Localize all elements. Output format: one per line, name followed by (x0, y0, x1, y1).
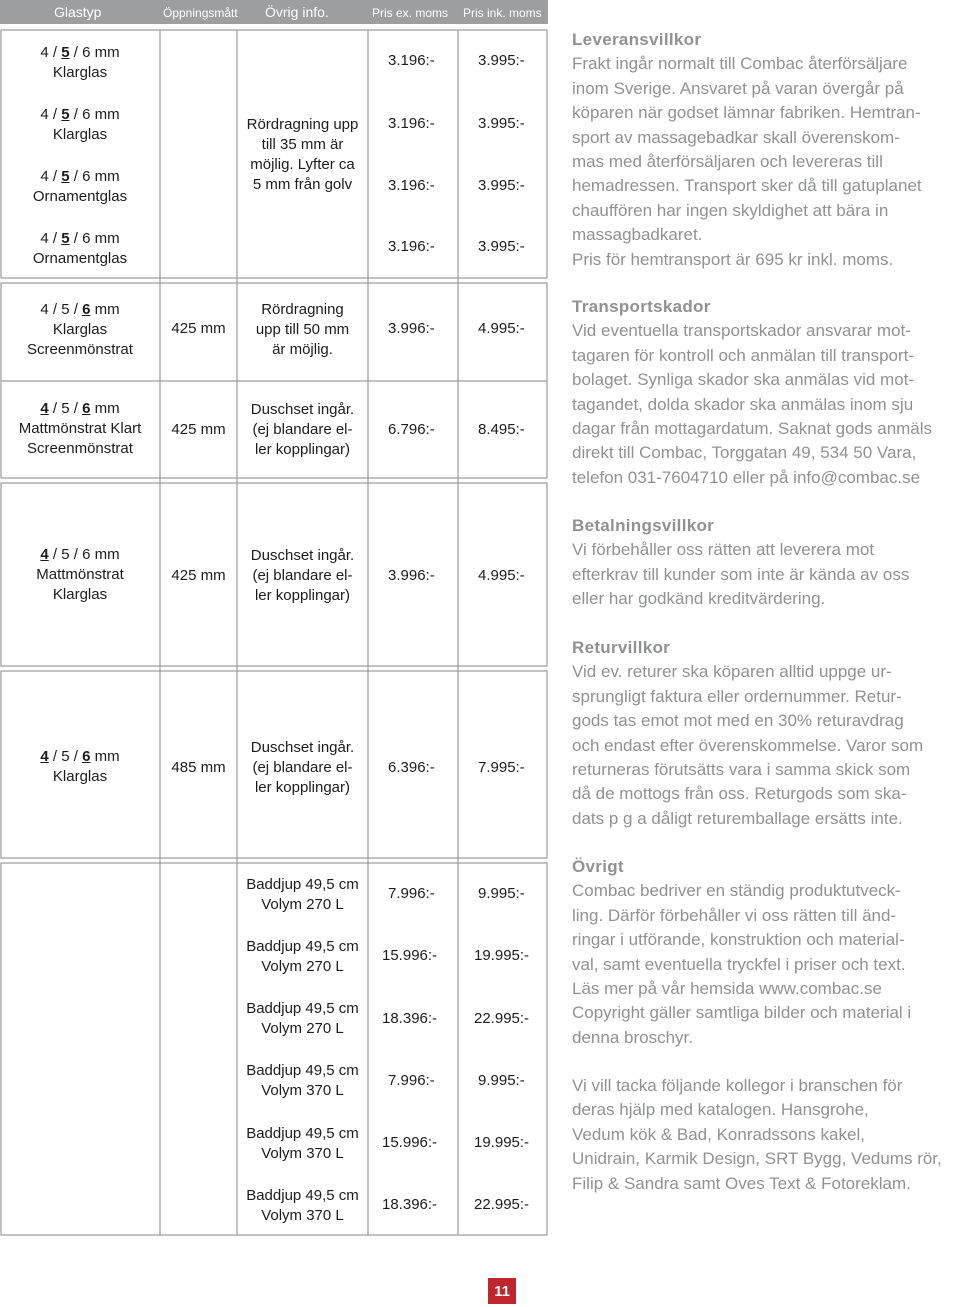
price-ink-7: 4.995:- (478, 567, 525, 584)
price-ink-5: 4.995:- (478, 320, 525, 337)
glastyp-cell-2: 4 / 5 / 6 mm Klarglas (40, 106, 120, 143)
section-transportskador: Transportskador Vid eventuella transportskador ansvarar mot- tagaren för kontroll och anmälan till transport- bolaget. Synliga skador ska anmälas vid mot- tagandet, dolda skador ska anmälas inom sju dagar från mottagardatum. Saknat gods anmäls direkt till Combac, Torggatan 49, 534 50 Vara, telefon 031-7604710 eller på info@combac.se (572, 295, 960, 490)
header-pris-ex: Pris ex. moms (372, 6, 449, 20)
bad-price-ink-5: 19.995:- (474, 1134, 530, 1151)
page-number: 11 (488, 1278, 516, 1304)
bad-price-ink-1: 9.995:- (478, 885, 525, 902)
price-ex-5: 3.996:- (388, 320, 435, 337)
section-ovrigt: Övrigt Combac bedriver en ständig produktutveck- ling. Därför förbehåller vi oss rätten till änd- ringar i utförande, konstruktion och material- val, samt eventuella tryckfel i priser och text. Läs mer på vår hemsida www.combac.se Copyright gäller samtliga bilder och material i denna broschyr. (572, 855, 960, 1050)
ovrigt-title: Övrigt (572, 857, 624, 876)
betalning-title: Betalningsvillkor (572, 516, 715, 535)
bad-price-ex-6: 18.396:- (382, 1196, 438, 1213)
bad-price-ink-2: 19.995:- (474, 947, 530, 964)
price-ex-1: 3.196:- (388, 52, 435, 69)
bad-price-ink-3: 22.995:- (474, 1010, 530, 1027)
transport-title: Transportskador (572, 297, 711, 316)
bad-price-ex-1: 7.996:- (388, 885, 435, 902)
matt-cell-8: 485 mm (171, 759, 226, 776)
header-ovrig-info: Övrig info. (265, 4, 329, 20)
glastyp-cell-7: 4 / 5 / 6 mm Mattmönstrat Klarglas (36, 546, 124, 603)
header-pris-ink: Pris ink. moms (463, 6, 542, 20)
info-duschset-2: Duschset ingår. (ej blandare el- ler kopplingar) (250, 547, 355, 604)
price-ex-3: 3.196:- (388, 177, 435, 194)
glastyp-cell-1: 4 / 5 / 6 mm Klarglas (40, 44, 120, 81)
bad-price-ink-6: 22.995:- (474, 1196, 530, 1213)
bad-info-5: Baddjup 49,5 cm Volym 370 L (246, 1125, 359, 1162)
bad-price-ex-5: 15.996:- (382, 1134, 438, 1151)
glastyp-cell-3: 4 / 5 / 6 mm Ornamentglas (32, 168, 128, 205)
price-ink-1: 3.995:- (478, 52, 525, 69)
retur-title: Returvillkor (572, 638, 671, 657)
glastyp-cell-6: 4 / 5 / 6 mm Mattmönstrat Klart Screenmönstrat (18, 400, 142, 457)
section-betalningsvillkor: Betalningsvillkor Vi förbehåller oss rätten att leverera mot efterkrav till kunder som inte är kända av oss eller har godkänd kreditvärdering. (572, 514, 960, 612)
price-ink-4: 3.995:- (478, 238, 525, 255)
matt-cell-6: 425 mm (171, 421, 226, 438)
matt-cell-7: 425 mm (171, 567, 226, 584)
bad-price-ex-2: 15.996:- (382, 947, 438, 964)
price-ink-6: 8.495:- (478, 421, 525, 438)
price-ex-6: 6.796:- (388, 421, 435, 438)
info-duschset-3: Duschset ingår. (ej blandare el- ler kopplingar) (250, 739, 355, 796)
bad-info-2: Baddjup 49,5 cm Volym 270 L (246, 938, 359, 975)
section-returvillkor: Returvillkor Vid ev. returer ska köparen alltid uppge ur- sprungligt faktura eller ordernummer. Retur- gods tas emot mot med en 30% returavdrag och endast efter överenskommelse. Varor som returneras förutsätts vara i samma skick som då de mottogs från oss. Returgods som ska- dats p g a dåligt returemballage ersätts inte. (572, 636, 960, 831)
info-rordragning-50: Rördragning upp till 50 mm är möjlig. (255, 301, 350, 358)
price-ink-2: 3.995:- (478, 115, 525, 132)
section-tack: Vi vill tacka följande kollegor i branschen för deras hjälp med katalogen. Hansgrohe, Vedum kök & Bad, Konradssons kakel, Unidrain, Karmik Design, SRT Bygg, Vedums rör, Filip & Sandra samt Oves Text & Fotoreklam. (572, 1076, 942, 1193)
matt-cell-5: 425 mm (171, 320, 226, 337)
price-ex-2: 3.196:- (388, 115, 435, 132)
price-ink-8: 7.995:- (478, 759, 525, 776)
bad-price-ex-3: 18.396:- (382, 1010, 438, 1027)
glastyp-cell-5: 4 / 5 / 6 mm Klarglas Screenmönstrat (27, 301, 133, 358)
bad-info-6: Baddjup 49,5 cm Volym 370 L (246, 1187, 359, 1224)
bad-price-ex-4: 7.996:- (388, 1072, 435, 1089)
price-ex-4: 3.196:- (388, 238, 435, 255)
section-leveransvillkor: Leveransvillkor Frakt ingår normalt till Combac återförsäljare inom Sverige. Ansvaret på varan övergår på köparen när godset lämnar fabriken. Hemtran- sport av massagebadkar skall överenskom- mas med återförsäljaren och levereras till hemadressen. Transport sker då till gatuplanet chauffören har ingen skyldighet att bära in massagbadkaret. Pris för hemtransport är 695 kr inkl. moms. (572, 28, 960, 272)
info-duschset-1: Duschset ingår. (ej blandare el- ler kopplingar) (250, 401, 355, 458)
price-ex-8: 6.396:- (388, 759, 435, 776)
price-ink-3: 3.995:- (478, 177, 525, 194)
header-glastyp: Glastyp (54, 4, 102, 20)
bad-price-ink-4: 9.995:- (478, 1072, 525, 1089)
header-oppningsmatt: Öppningsmått (163, 6, 238, 20)
price-ex-7: 3.996:- (388, 567, 435, 584)
bad-info-3: Baddjup 49,5 cm Volym 270 L (246, 1000, 359, 1037)
glastyp-cell-4: 4 / 5 / 6 mm Ornamentglas (32, 230, 128, 267)
bad-info-4: Baddjup 49,5 cm Volym 370 L (246, 1062, 359, 1099)
leverans-title: Leveransvillkor (572, 30, 702, 49)
glastyp-cell-8: 4 / 5 / 6 mm Klarglas (40, 748, 120, 785)
bad-info-1: Baddjup 49,5 cm Volym 270 L (246, 876, 359, 913)
info-rordragning-35: Rördragning upp till 35 mm är möjlig. Lyfter ca 5 mm från golv (246, 116, 359, 193)
